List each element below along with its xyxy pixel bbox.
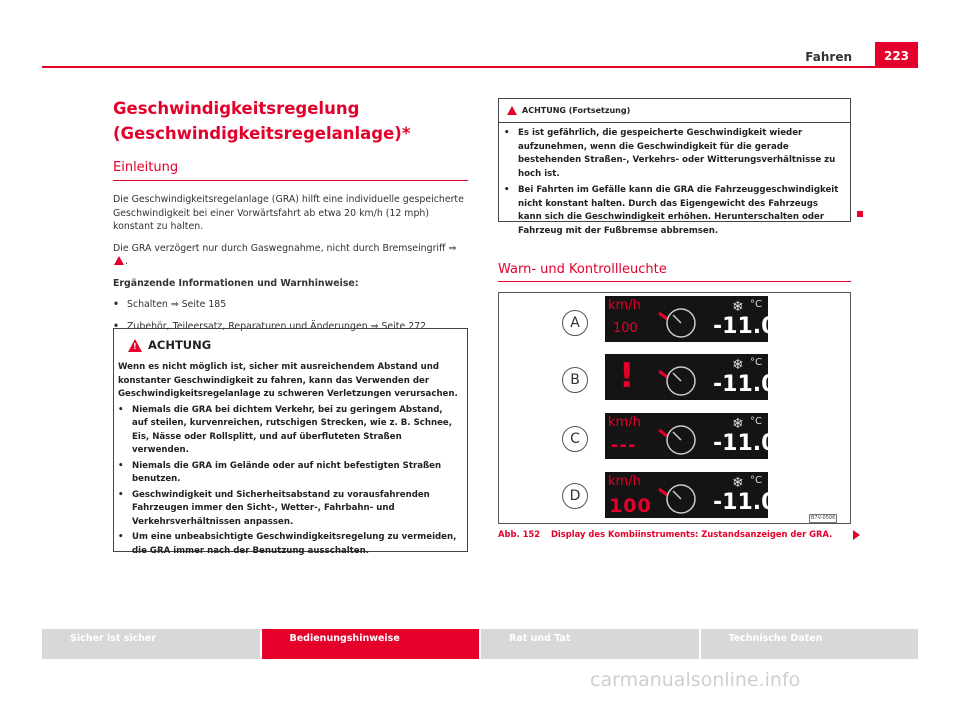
- warning-item-text: Niemals die GRA bei dichtem Verkehr, bei zu geringem Abstand, auf steilen, kurvenreichen, rutschigen Strecken, wie z. B. Schnee, Eis, Nässe oder Rollsplitt, und auf überfluteten Straßen verwenden.: [132, 404, 453, 455]
- frost-icon: ❄: [732, 475, 744, 491]
- speed-dashes: ---: [611, 435, 637, 456]
- warning-ref-icon[interactable]: [114, 256, 124, 265]
- warning-box: [113, 328, 468, 556]
- bullet-icon: •: [118, 404, 124, 415]
- tab-rat-und-tat[interactable]: Rat und Tat: [481, 629, 699, 659]
- bullet-icon: •: [504, 128, 510, 138]
- footer-nav: [42, 629, 918, 659]
- display-d: [605, 472, 777, 518]
- warning-item: [118, 404, 461, 458]
- outside-temp: -11.0: [713, 431, 777, 456]
- section-end-marker-icon: [857, 211, 863, 217]
- warning-item-text: Niemals die GRA im Gelände oder auf nicht befestigten Straßen benutzen.: [132, 460, 442, 484]
- speedometer-icon: [651, 301, 701, 341]
- continued-header: [499, 99, 850, 123]
- display-c: [605, 413, 777, 459]
- speedometer-icon: [651, 418, 701, 458]
- outside-temp: -11.0: [713, 490, 777, 515]
- caption-label: Abb. 152: [498, 529, 541, 539]
- outside-temp: -11.0: [713, 372, 777, 397]
- figure-caption: [498, 529, 832, 539]
- bullet-icon: •: [118, 460, 124, 471]
- tab-sicher-ist-sicher[interactable]: Sicher ist sicher: [42, 629, 260, 659]
- warning-title: ACHTUNG: [148, 338, 212, 352]
- bullet-icon: •: [113, 320, 119, 332]
- brake-paragraph: [113, 242, 468, 269]
- section-heading-line2: (Geschwindigkeitsregelanlage)*: [113, 124, 411, 143]
- figure-code: B7V-0506: [811, 515, 836, 521]
- frost-icon: ❄: [732, 357, 744, 373]
- watermark: carmanualsonline.info: [590, 669, 801, 691]
- warning-header: [114, 329, 467, 352]
- figure-label-b: B: [562, 367, 588, 393]
- header-rule: [42, 66, 918, 68]
- info-heading: Ergänzende Informationen und Warnhinweise:: [113, 277, 359, 289]
- bullet-icon: •: [118, 532, 124, 542]
- speedometer-icon: [651, 477, 701, 517]
- warning-item-text: Es ist gefährlich, die gespeicherte Geschwindigkeit wieder aufzunehmen, wenn die Geschwindigkeit für die gerade bestehenden Straßen-, Verkehrs- oder Witterungsverhältnisse zu hoch ist.: [518, 128, 836, 179]
- warning-triangle-icon: [507, 106, 517, 115]
- section-heading-line1: Geschwindigkeitsregelung: [113, 99, 360, 118]
- warning-item-text: Bei Fahrten im Gefälle kann die GRA die Fahrzeuggeschwindigkeit nicht konstant halten. Durch das Eigengewicht des Fahrzeugs kann sich die Geschwindigkeit erhöhen. Herunterschalten oder Fahrzeug mit der Fußbremse abbremsen.: [518, 185, 839, 236]
- warning-item: [504, 184, 844, 238]
- warning-intro: Wenn es nicht möglich ist, sicher mit ausreichendem Abstand und konstanter Geschwindigkeit zu fahren, kann das Verwenden der Geschwindigkeitsregelanlage zu schweren Verletzungen verursachen.: [118, 362, 458, 399]
- continued-body: [499, 123, 850, 238]
- brake-paragraph-text: Die GRA verzögert nur durch Gaswegnahme, nicht durch Bremseingriff ⇒: [113, 242, 457, 254]
- display-a: [605, 296, 777, 342]
- warning-item: [118, 489, 461, 530]
- temp-unit: °C: [750, 416, 762, 427]
- speed-unit: km/h: [608, 474, 641, 489]
- warning-item: [118, 460, 461, 487]
- warning-item: [504, 127, 844, 181]
- temp-unit: °C: [750, 357, 762, 368]
- speedometer-icon: [651, 359, 701, 399]
- set-speed: 100: [613, 321, 638, 336]
- outside-temp: -11.0: [713, 314, 777, 339]
- figure-label-a: A: [562, 310, 588, 336]
- caption-text: Display des Kombiinstruments: Zustandsanzeigen der GRA.: [550, 529, 833, 539]
- list-item-text[interactable]: Schalten ⇒ Seite 185: [127, 299, 227, 310]
- list-item-text[interactable]: Zubehör, Teileersatz, Reparaturen und Änderungen ⇒ Seite 272: [127, 320, 427, 332]
- speed-unit: km/h: [608, 415, 641, 430]
- bullet-icon: •: [113, 299, 119, 310]
- bullet-icon: •: [118, 489, 124, 500]
- speed-unit: km/h: [608, 298, 641, 313]
- list-item: [113, 298, 468, 312]
- subheading: Einleitung: [113, 160, 468, 181]
- bullet-icon: •: [504, 185, 510, 195]
- figure-label-c: C: [562, 426, 588, 452]
- section-heading-warn-lamp: Warn- und Kontrollleuchte: [498, 262, 851, 282]
- intro-paragraph: Die Geschwindigkeitsregelanlage (GRA) hilft eine individuelle gespeicherte Geschwindigkeit bei einer Vorwärtsfahrt ab etwa 20 km/h (12 mph) konstant zu halten.: [113, 194, 464, 232]
- tab-bedienungshinweise[interactable]: Bedienungshinweise: [262, 629, 480, 659]
- temp-unit: °C: [750, 475, 762, 486]
- brake-paragraph-end: .: [125, 256, 128, 267]
- page-number: 223: [875, 42, 918, 68]
- tab-technische-daten[interactable]: Technische Daten: [701, 629, 919, 659]
- left-column: [113, 96, 468, 333]
- warning-body: [114, 352, 467, 558]
- figure-label-d: D: [562, 483, 588, 509]
- display-b: [605, 354, 777, 400]
- warning-triangle-icon: !: [128, 339, 142, 352]
- frost-icon: ❄: [732, 299, 744, 315]
- warning-item: [118, 531, 461, 558]
- frost-icon: ❄: [732, 416, 744, 432]
- set-speed: 100: [609, 495, 652, 517]
- chapter-title: Fahren: [805, 50, 852, 64]
- warning-item-text: Um eine unbeabsichtigte Geschwindigkeitsregelung zu vermeiden, die GRA immer nach der Benutzung ausschalten.: [132, 532, 457, 556]
- continue-arrow-icon: [853, 530, 860, 540]
- warning-item-text: Geschwindigkeit und Sicherheitsabstand zu vorausfahrenden Fahrzeugen immer den Sicht-, Wetter-, Fahrbahn- und Verkehrsverhältnissen anpassen.: [132, 489, 430, 527]
- warning-continued-box: [498, 98, 851, 236]
- continued-title: ACHTUNG (Fortsetzung): [522, 106, 631, 115]
- figure-displays: [498, 292, 851, 524]
- temp-unit: °C: [750, 299, 762, 310]
- warning-exclamation-icon: !: [619, 356, 635, 396]
